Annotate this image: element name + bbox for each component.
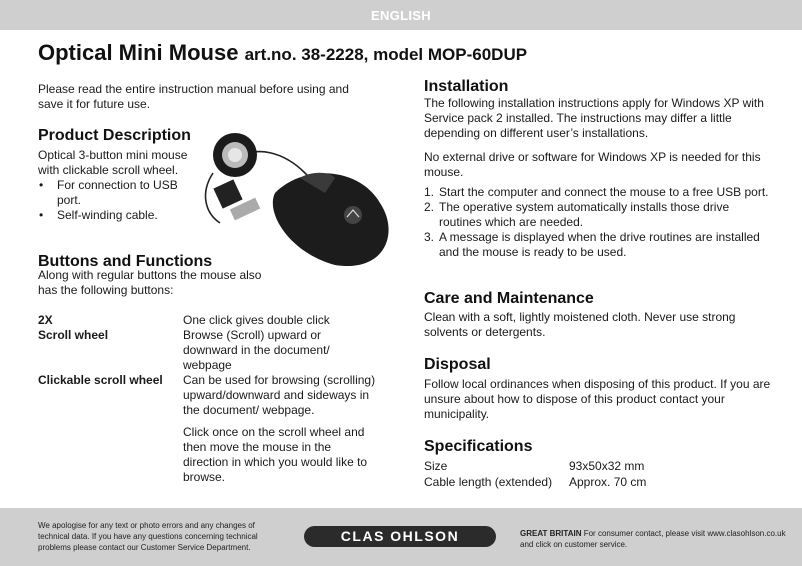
table-row (38, 313, 378, 328)
language-bar (0, 0, 802, 30)
footer-country: GREAT BRITAIN (520, 529, 582, 538)
list-item: • Self-winding cable. (38, 208, 188, 223)
footer (0, 508, 802, 566)
table-row (38, 328, 378, 373)
list-item (424, 200, 774, 230)
disposal-heading: Disposal (424, 356, 491, 373)
installation-note: No external drive or software for Windows XP is needed for this mouse. (424, 150, 761, 179)
function-value: Click once on the scroll wheel and then move the mouse in the direction in which you would like to browse. (183, 425, 368, 484)
page-title (38, 40, 527, 66)
table-row (38, 418, 378, 485)
product-name: Optical Mini Mouse (38, 40, 239, 65)
step-number: 1. (424, 185, 435, 199)
table-row (424, 458, 646, 474)
spec-key: Cable length (extended) (424, 475, 553, 489)
care-text: Clean with a soft, lightly moistened cloth. Never use strong solvents or detergents. (424, 310, 736, 339)
step-number: 3. (424, 230, 435, 244)
intro-text: Please read the entire instruction manual before using and save it for future use. (38, 82, 349, 111)
product-description-heading: Product Description (38, 127, 191, 144)
function-key: Clickable scroll wheel (38, 373, 163, 387)
function-value: Can be used for browsing (scrolling) upward/downward and sideways in the document/ webpage. (183, 373, 376, 417)
table-row (38, 373, 378, 418)
functions-table (38, 313, 378, 485)
footer-disclaimer: We apologise for any text or photo errors and any changes of technical data. If you have any questions concerning technical problems please contact our Customer Service Department. (38, 521, 258, 552)
article-number: art.no. 38-2228, model MOP-60DUP (244, 45, 528, 64)
spec-value: Approx. 70 cm (569, 475, 647, 489)
list-item (424, 230, 774, 260)
function-key: 2X (38, 313, 53, 327)
footer-contact (520, 528, 790, 550)
installation-heading: Installation (424, 78, 509, 95)
list-item (424, 185, 774, 200)
step-text: Start the computer and connect the mouse to a free USB port. (439, 185, 769, 199)
installation-text: The following installation instructions apply for Windows XP with Service pack 2 installed. The instructions may differ a little depending on different user’s installations. (424, 96, 764, 140)
specifications-heading: Specifications (424, 438, 533, 455)
list-item: • For connection to USB port. (38, 178, 188, 208)
spec-value: 93x50x32 mm (569, 459, 645, 473)
table-row (424, 474, 646, 490)
mouse-product-photo (195, 133, 420, 268)
spec-key: Size (424, 459, 448, 473)
function-value: Browse (Scroll) upward or downward in the document/ webpage (183, 328, 330, 372)
function-key: Scroll wheel (38, 328, 109, 342)
function-value: One click gives double click (183, 313, 330, 327)
step-number: 2. (424, 200, 435, 214)
language-label: ENGLISH (371, 8, 431, 23)
disposal-text: Follow local ordinances when disposing of this product. If you are unsure about how to dispose of this product contact your municipality. (424, 377, 771, 421)
specifications-table (424, 458, 646, 490)
brand-logo: CLAS OHLSON (304, 526, 496, 547)
installation-steps (424, 185, 774, 260)
care-heading: Care and Maintenance (424, 290, 594, 307)
feature-list (38, 178, 188, 223)
footer-contact-text: For consumer contact, please visit www.clasohlson.co.uk and click on customer service. (520, 529, 786, 549)
step-text: A message is displayed when the drive routines are installed and the mouse is ready to be used. (439, 230, 760, 259)
product-description (38, 148, 188, 223)
buttons-functions-text: Along with regular buttons the mouse also has the following buttons: (38, 268, 262, 297)
buttons-functions-heading: Buttons and Functions (38, 253, 213, 270)
step-text: The operative system automatically installs those drive routines which are needed. (439, 200, 730, 229)
product-description-text: Optical 3-button mini mouse with clickable scroll wheel. (38, 148, 188, 177)
function-key (38, 418, 183, 485)
